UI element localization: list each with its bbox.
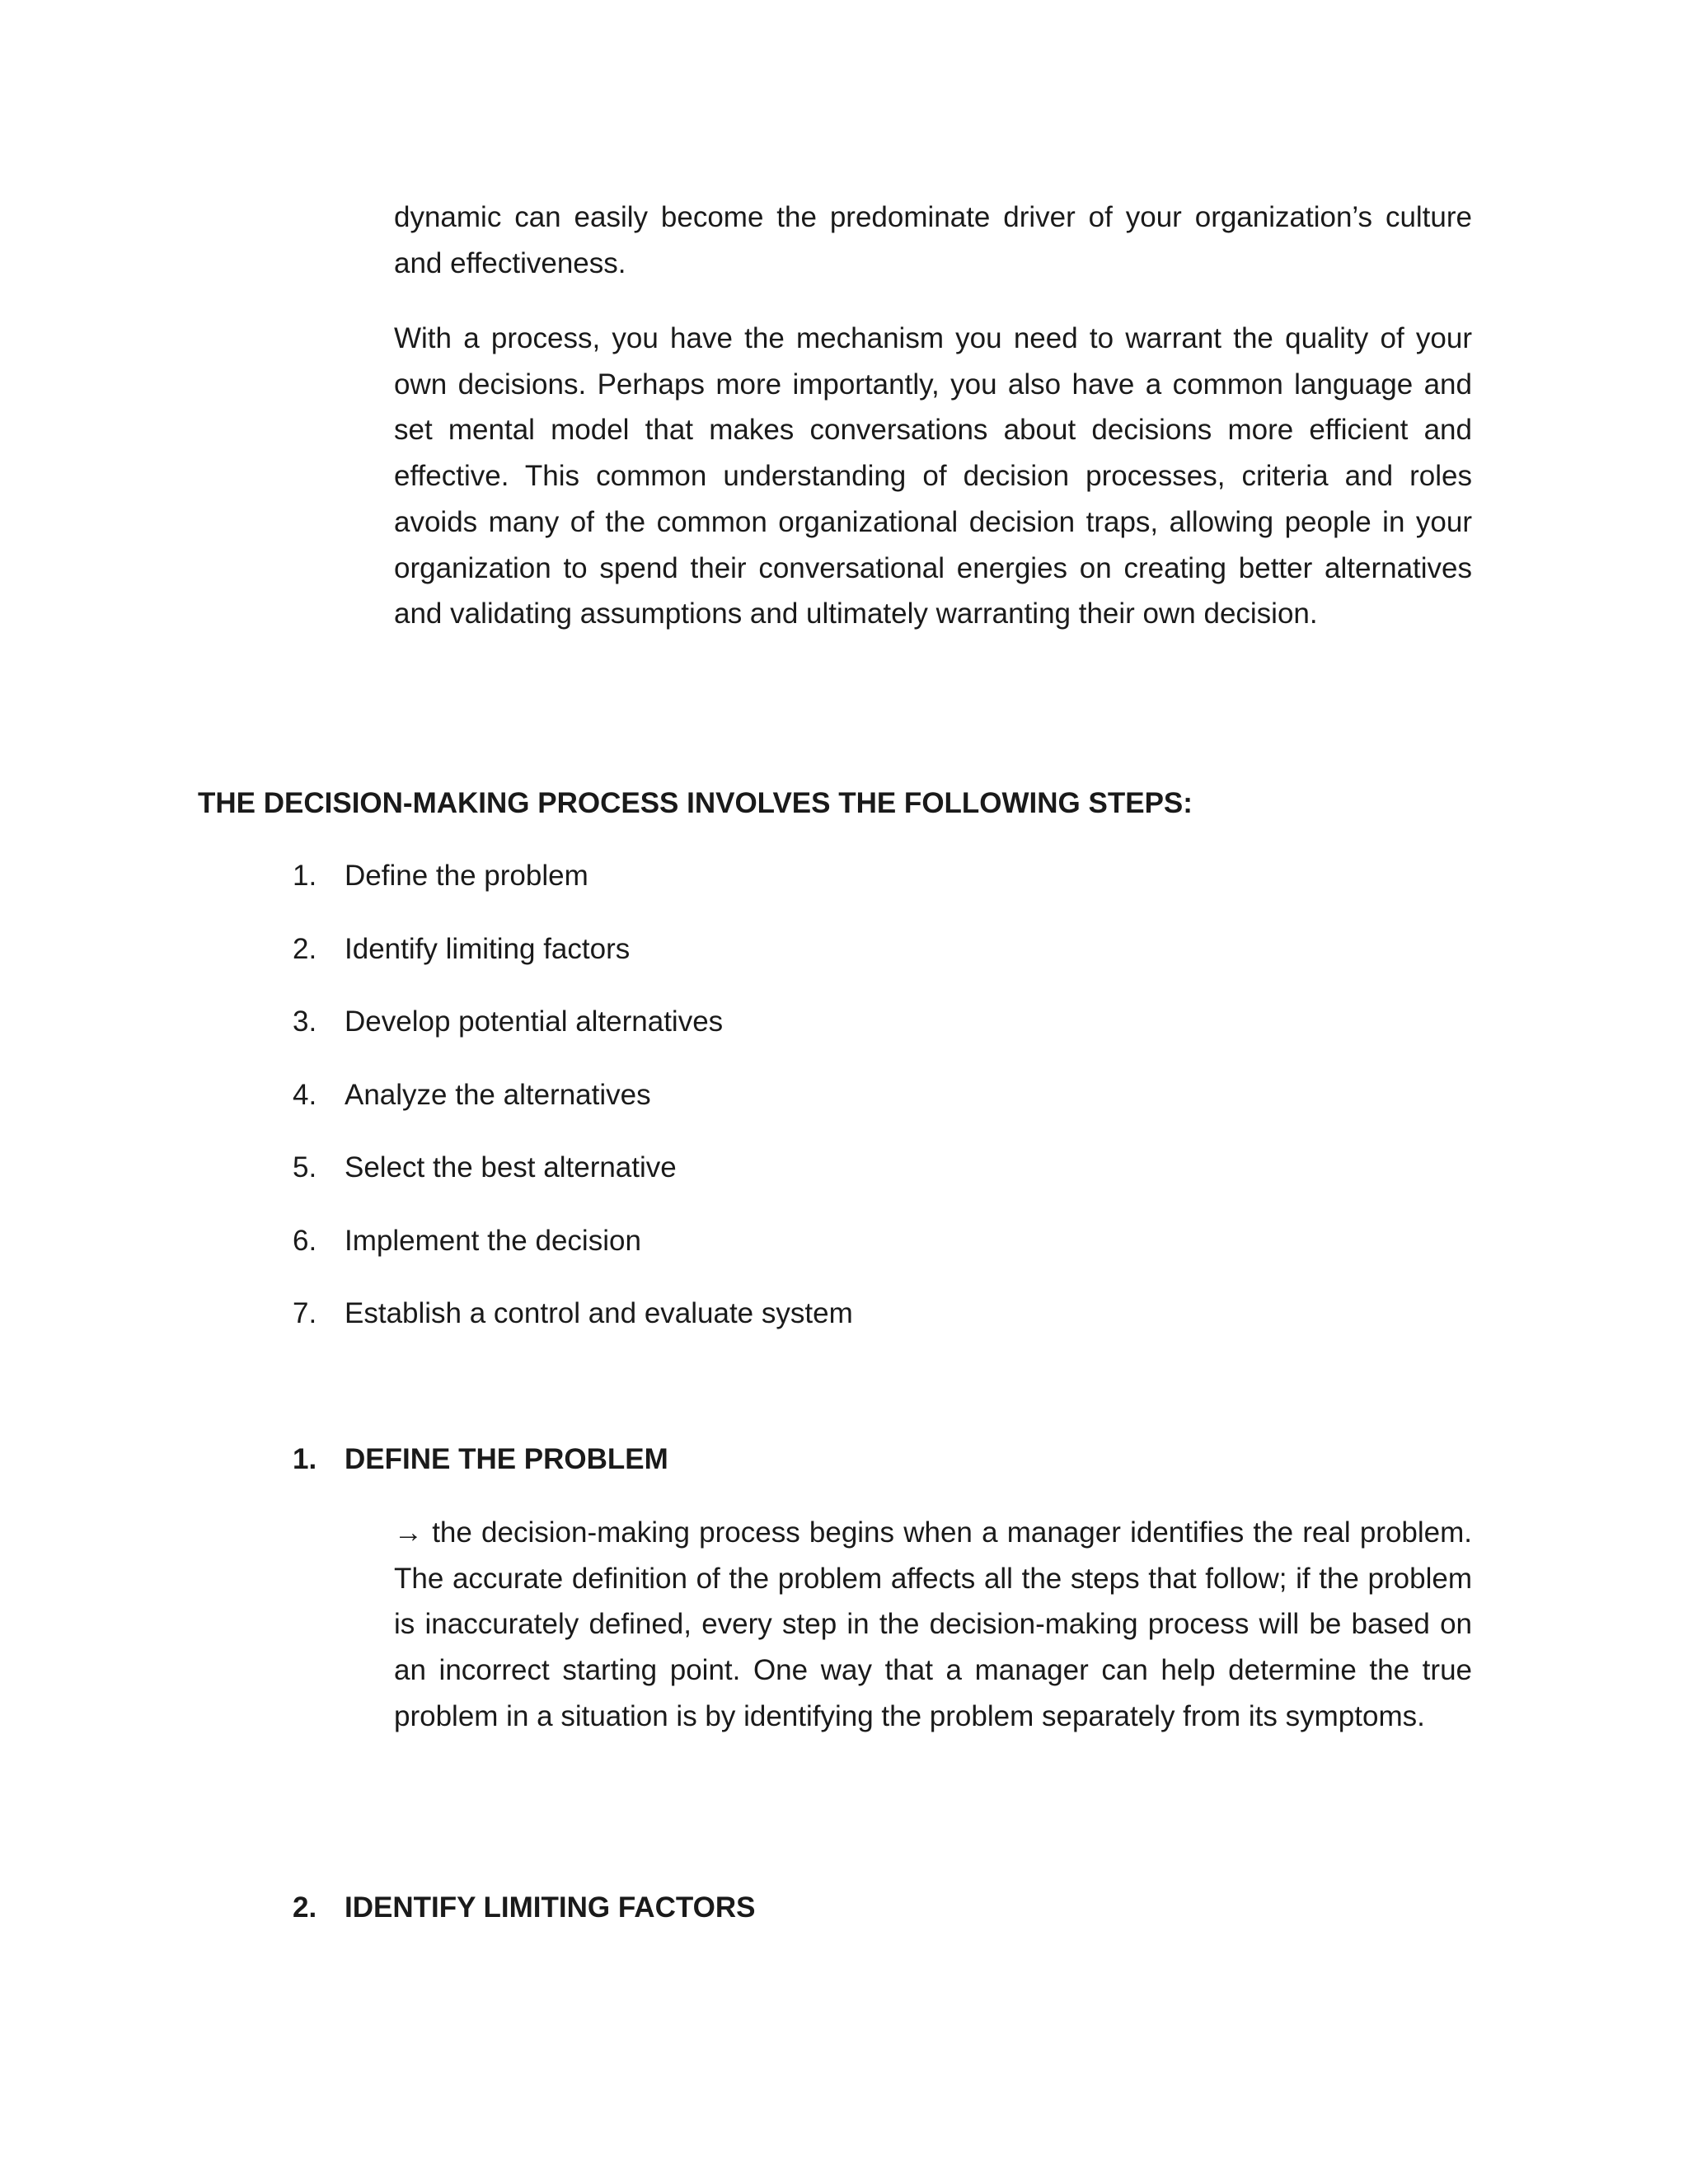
- list-item: [293, 1075, 853, 1148]
- step-number: 6.: [293, 1224, 317, 1257]
- step-label: Develop potential alternatives: [345, 1005, 724, 1038]
- step-number: 7.: [293, 1297, 317, 1329]
- section-heading-identify-limiting-factors: [293, 1887, 755, 1929]
- step-number: 1.: [293, 860, 317, 892]
- list-item: [293, 1221, 853, 1294]
- list-item: [293, 855, 853, 929]
- steps-list: [293, 855, 853, 1366]
- step-label: Analyze the alternatives: [345, 1078, 651, 1111]
- list-item: [293, 1147, 853, 1221]
- step-number: 5.: [293, 1151, 317, 1183]
- list-item: [293, 929, 853, 1002]
- step-label: Identify limiting factors: [345, 932, 631, 965]
- step-number: 3.: [293, 1005, 317, 1038]
- step-label: Define the problem: [345, 860, 588, 892]
- define-problem-paragraph: → the decision-making process begins when a manager identifies the real problem. The accurate definition of the problem affects all the steps that follow; if the problem is inaccurately defined, every step in the decision-making process will be based on an incorrect starting point. One way that a manager can help determine the true problem in a situation is by identifying the problem separately from its symptoms.: [394, 1516, 1472, 1732]
- section-title: DEFINE THE PROBLEM: [345, 1443, 668, 1475]
- steps-heading: THE DECISION-MAKING PROCESS INVOLVES THE FOLLOWING STEPS:: [198, 787, 1193, 819]
- step-label: Select the best alternative: [345, 1151, 677, 1183]
- section-number: 1.: [293, 1443, 317, 1475]
- intro-paragraph-continuation: dynamic can easily become the predominate driver of your organization’s culture and effectiveness.: [394, 201, 1472, 279]
- step-number: 2.: [293, 932, 317, 965]
- step-label: Establish a control and evaluate system: [345, 1297, 853, 1329]
- step-label: Implement the decision: [345, 1224, 641, 1257]
- list-item: [293, 1293, 853, 1366]
- section-number: 2.: [293, 1891, 317, 1924]
- step-number: 4.: [293, 1078, 317, 1111]
- section-title: IDENTIFY LIMITING FACTORS: [345, 1891, 756, 1924]
- section-heading-define-problem: [293, 1439, 668, 1480]
- list-item: [293, 1001, 853, 1075]
- process-benefits-paragraph: With a process, you have the mechanism you need to warrant the quality of your own decisions. Perhaps more importantly, you also have a common language and set mental model that makes conversations about decisions more efficient and effective. This common understanding of decision processes, criteria and roles avoids many of the common organizational decision traps, allowing people in your organization to spend their conversational energies on creating better alternatives and validating assumptions and ultimately warranting their own decision.: [394, 322, 1472, 630]
